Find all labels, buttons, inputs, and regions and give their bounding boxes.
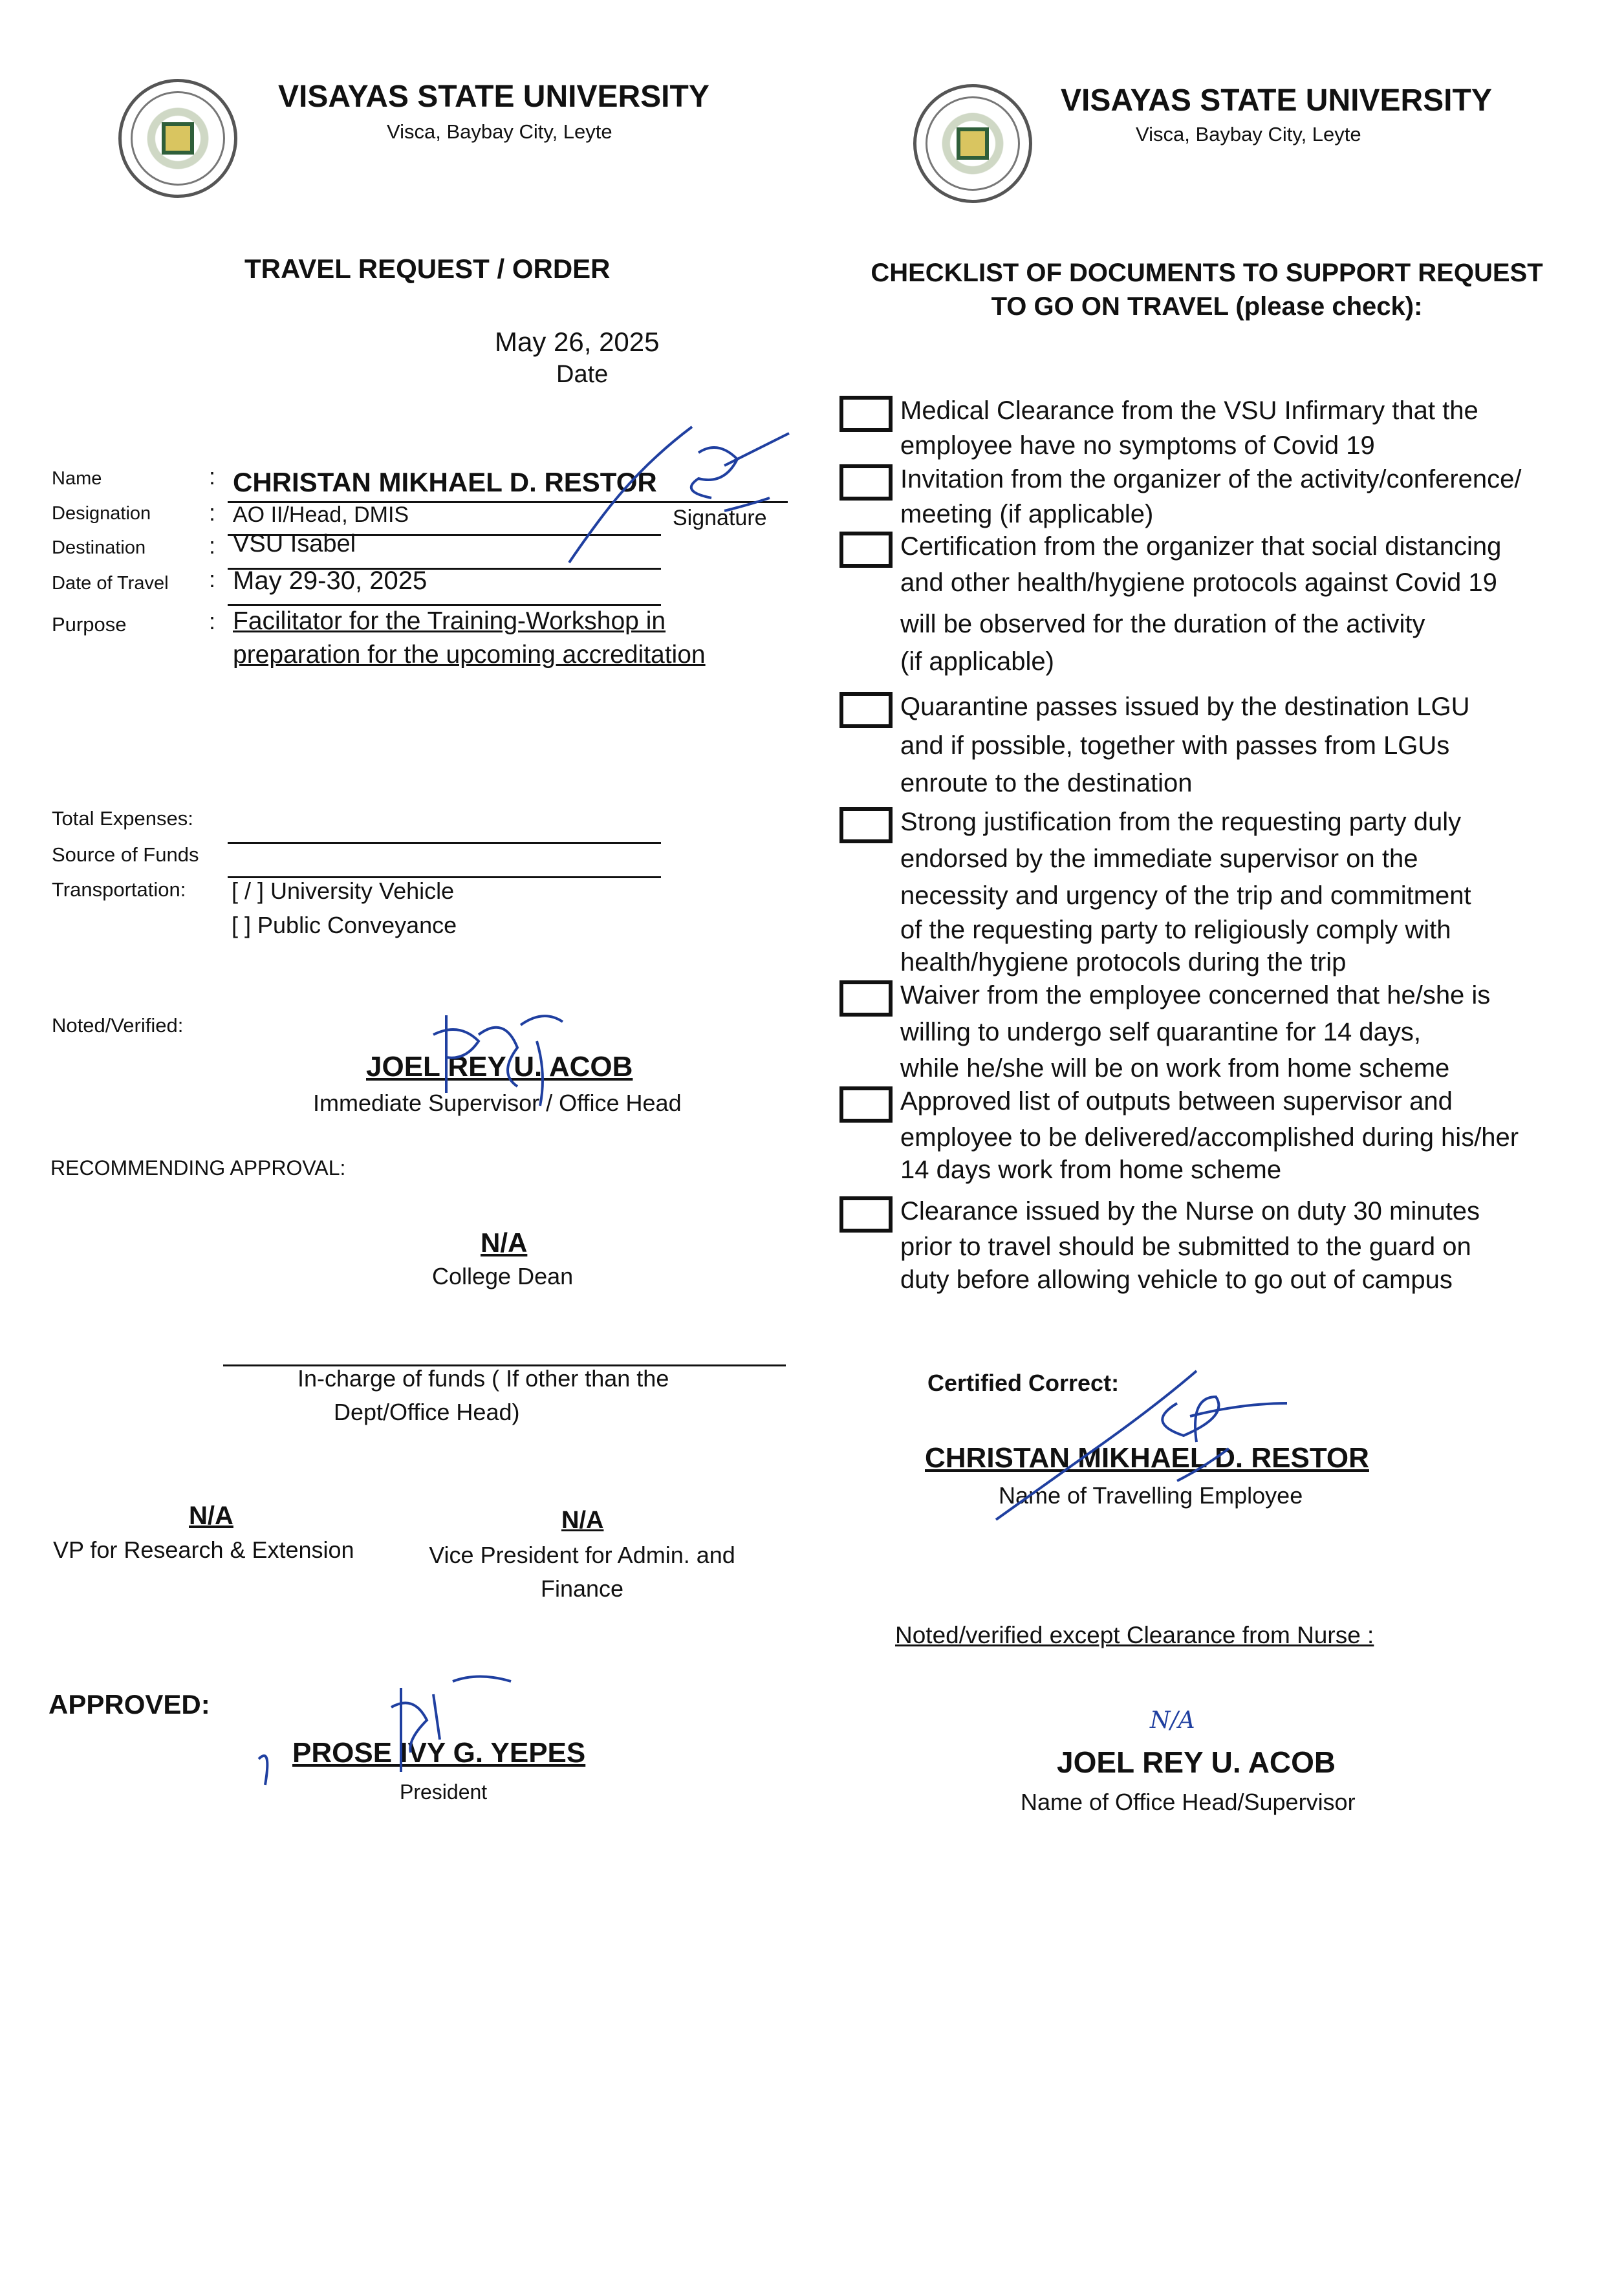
checklist-item-text: employee have no symptoms of Covid 19 bbox=[900, 431, 1375, 460]
form-title: TRAVEL REQUEST / ORDER bbox=[244, 253, 611, 284]
transport-public-conveyance: [ ] Public Conveyance bbox=[232, 912, 457, 938]
checklist-checkbox[interactable] bbox=[839, 807, 893, 843]
president-title: President bbox=[400, 1780, 488, 1804]
date-of-travel-value: May 29-30, 2025 bbox=[233, 566, 428, 595]
in-charge-line-2: Dept/Office Head) bbox=[334, 1399, 520, 1425]
request-date: May 26, 2025 bbox=[495, 327, 660, 357]
checklist-item-text: and other health/hygiene protocols against Covid 19 bbox=[900, 568, 1497, 597]
date-of-travel-underline bbox=[228, 604, 661, 606]
name-value: CHRISTAN MIKHAEL D. RESTOR bbox=[233, 467, 657, 497]
college-dean-title: College Dean bbox=[432, 1263, 574, 1289]
noted-verified-label: Noted/Verified: bbox=[52, 1014, 184, 1037]
name-label: Name bbox=[52, 468, 102, 489]
supervisor-signature bbox=[407, 996, 576, 1112]
checklist-checkbox[interactable] bbox=[839, 396, 893, 432]
certified-correct-label: Certified Correct: bbox=[927, 1370, 1120, 1396]
total-expenses-line bbox=[228, 842, 661, 844]
checklist-checkbox[interactable] bbox=[839, 980, 893, 1017]
checklist-item-text: Clearance issued by the Nurse on duty 30 minutes bbox=[900, 1197, 1480, 1225]
checklist-item-text: and if possible, together with passes from LGUs bbox=[900, 731, 1450, 760]
checklist-item-text: (if applicable) bbox=[900, 647, 1054, 676]
checklist-item-text: Quarantine passes issued by the destination LGU bbox=[900, 693, 1470, 721]
destination-value: VSU Isabel bbox=[233, 530, 356, 557]
university-address-right: Visca, Baybay City, Leyte bbox=[1136, 123, 1361, 146]
purpose-label: Purpose bbox=[52, 613, 127, 636]
college-dean-value: N/A bbox=[481, 1227, 528, 1258]
noted-except-nurse: Noted/verified except Clearance from Nurse : bbox=[895, 1622, 1374, 1648]
approved-label: APPROVED: bbox=[49, 1689, 210, 1720]
office-head-name: JOEL REY U. ACOB bbox=[1057, 1745, 1336, 1779]
handwritten-na: N/A bbox=[1150, 1707, 1195, 1734]
checklist-item-text: 14 days work from home scheme bbox=[900, 1156, 1282, 1184]
colon: : bbox=[209, 566, 216, 592]
colon: : bbox=[209, 463, 216, 490]
vp-research-value: N/A bbox=[189, 1502, 233, 1530]
checklist-item-text: necessity and urgency of the trip and commitment bbox=[900, 881, 1471, 910]
checklist-item-text: health/hygiene protocols during the trip bbox=[900, 948, 1347, 976]
checklist-item-text: will be observed for the duration of the activity bbox=[900, 610, 1425, 638]
checklist-checkbox[interactable] bbox=[839, 464, 893, 501]
supervisor-title: Immediate Supervisor / Office Head bbox=[313, 1090, 682, 1116]
checklist-checkbox[interactable] bbox=[839, 1196, 893, 1233]
vp-research-title: VP for Research & Extension bbox=[53, 1536, 354, 1563]
checklist-item-text: Certification from the organizer that social distancing bbox=[900, 532, 1502, 561]
checklist-item-text: Invitation from the organizer of the activity/conference/ bbox=[900, 465, 1522, 493]
checklist-checkbox[interactable] bbox=[839, 692, 893, 728]
checklist-item-text: Approved list of outputs between supervisor and bbox=[900, 1087, 1453, 1116]
university-name-left: VISAYAS STATE UNIVERSITY bbox=[278, 80, 709, 114]
purpose-line-1: Facilitator for the Training-Workshop in bbox=[233, 607, 666, 635]
checklist-item-text: enroute to the destination bbox=[900, 769, 1193, 797]
vp-admin-title-1: Vice President for Admin. and bbox=[429, 1542, 735, 1568]
supervisor-name: JOEL REY U. ACOB bbox=[366, 1051, 633, 1083]
colon: : bbox=[209, 608, 216, 634]
checklist-checkbox[interactable] bbox=[839, 532, 893, 568]
signature-label: Signature bbox=[673, 506, 767, 530]
total-expenses-label: Total Expenses: bbox=[52, 807, 193, 830]
in-charge-line-1: In-charge of funds ( If other than the bbox=[298, 1365, 669, 1392]
requester-signature bbox=[530, 414, 802, 569]
checklist-title-2: TO GO ON TRAVEL (please check): bbox=[991, 292, 1423, 321]
university-address-left: Visca, Baybay City, Leyte bbox=[387, 120, 612, 143]
designation-value: AO II/Head, DMIS bbox=[233, 502, 409, 527]
checklist-item-text: employee to be delivered/accomplished during his/her bbox=[900, 1123, 1519, 1152]
colon: : bbox=[209, 532, 216, 559]
checklist-item-text: prior to travel should be submitted to the guard on bbox=[900, 1233, 1471, 1261]
colon: : bbox=[209, 499, 216, 526]
recommending-approval-label: RECOMMENDING APPROVAL: bbox=[50, 1156, 346, 1180]
employee-signature bbox=[983, 1358, 1294, 1526]
office-head-title: Name of Office Head/Supervisor bbox=[1021, 1789, 1356, 1815]
date-of-travel-label: Date of Travel bbox=[52, 573, 169, 594]
purpose-line-2: preparation for the upcoming accreditation bbox=[233, 641, 706, 669]
employee-name: CHRISTAN MIKHAEL D. RESTOR bbox=[925, 1442, 1369, 1474]
destination-label: Destination bbox=[52, 537, 146, 558]
checklist-title-1: CHECKLIST OF DOCUMENTS TO SUPPORT REQUEST bbox=[871, 259, 1543, 287]
university-seal-left bbox=[118, 79, 237, 198]
designation-label: Designation bbox=[52, 503, 151, 524]
source-of-funds-label: Source of Funds bbox=[52, 843, 199, 866]
checklist-item-text: while he/she will be on work from home scheme bbox=[900, 1054, 1450, 1083]
checklist-item-text: Waiver from the employee concerned that he/she is bbox=[900, 981, 1491, 1009]
checklist-item-text: Medical Clearance from the VSU Infirmary that the bbox=[900, 396, 1478, 425]
checklist-checkbox[interactable] bbox=[839, 1086, 893, 1123]
university-seal-right bbox=[913, 84, 1032, 203]
checklist-item-text: duty before allowing vehicle to go out of campus bbox=[900, 1266, 1453, 1294]
checklist-item-text: Strong justification from the requesting party duly bbox=[900, 808, 1462, 836]
vp-admin-value: N/A bbox=[561, 1507, 604, 1534]
checklist-item-text: endorsed by the immediate supervisor on the bbox=[900, 845, 1418, 873]
request-date-label: Date bbox=[556, 361, 609, 388]
employee-title: Name of Travelling Employee bbox=[999, 1482, 1303, 1509]
president-name: PROSE IVY G. YEPES bbox=[292, 1737, 586, 1769]
transportation-label: Transportation: bbox=[52, 878, 186, 901]
checklist-item-text: of the requesting party to religiously comply with bbox=[900, 916, 1451, 944]
president-signature bbox=[246, 1668, 517, 1798]
checklist-item-text: meeting (if applicable) bbox=[900, 500, 1154, 528]
university-name-right: VISAYAS STATE UNIVERSITY bbox=[1061, 83, 1492, 118]
vp-admin-title-2: Finance bbox=[540, 1575, 624, 1602]
transport-university-vehicle: [ / ] University Vehicle bbox=[232, 878, 455, 904]
checklist-item-text: willing to undergo self quarantine for 14 days, bbox=[900, 1018, 1421, 1046]
